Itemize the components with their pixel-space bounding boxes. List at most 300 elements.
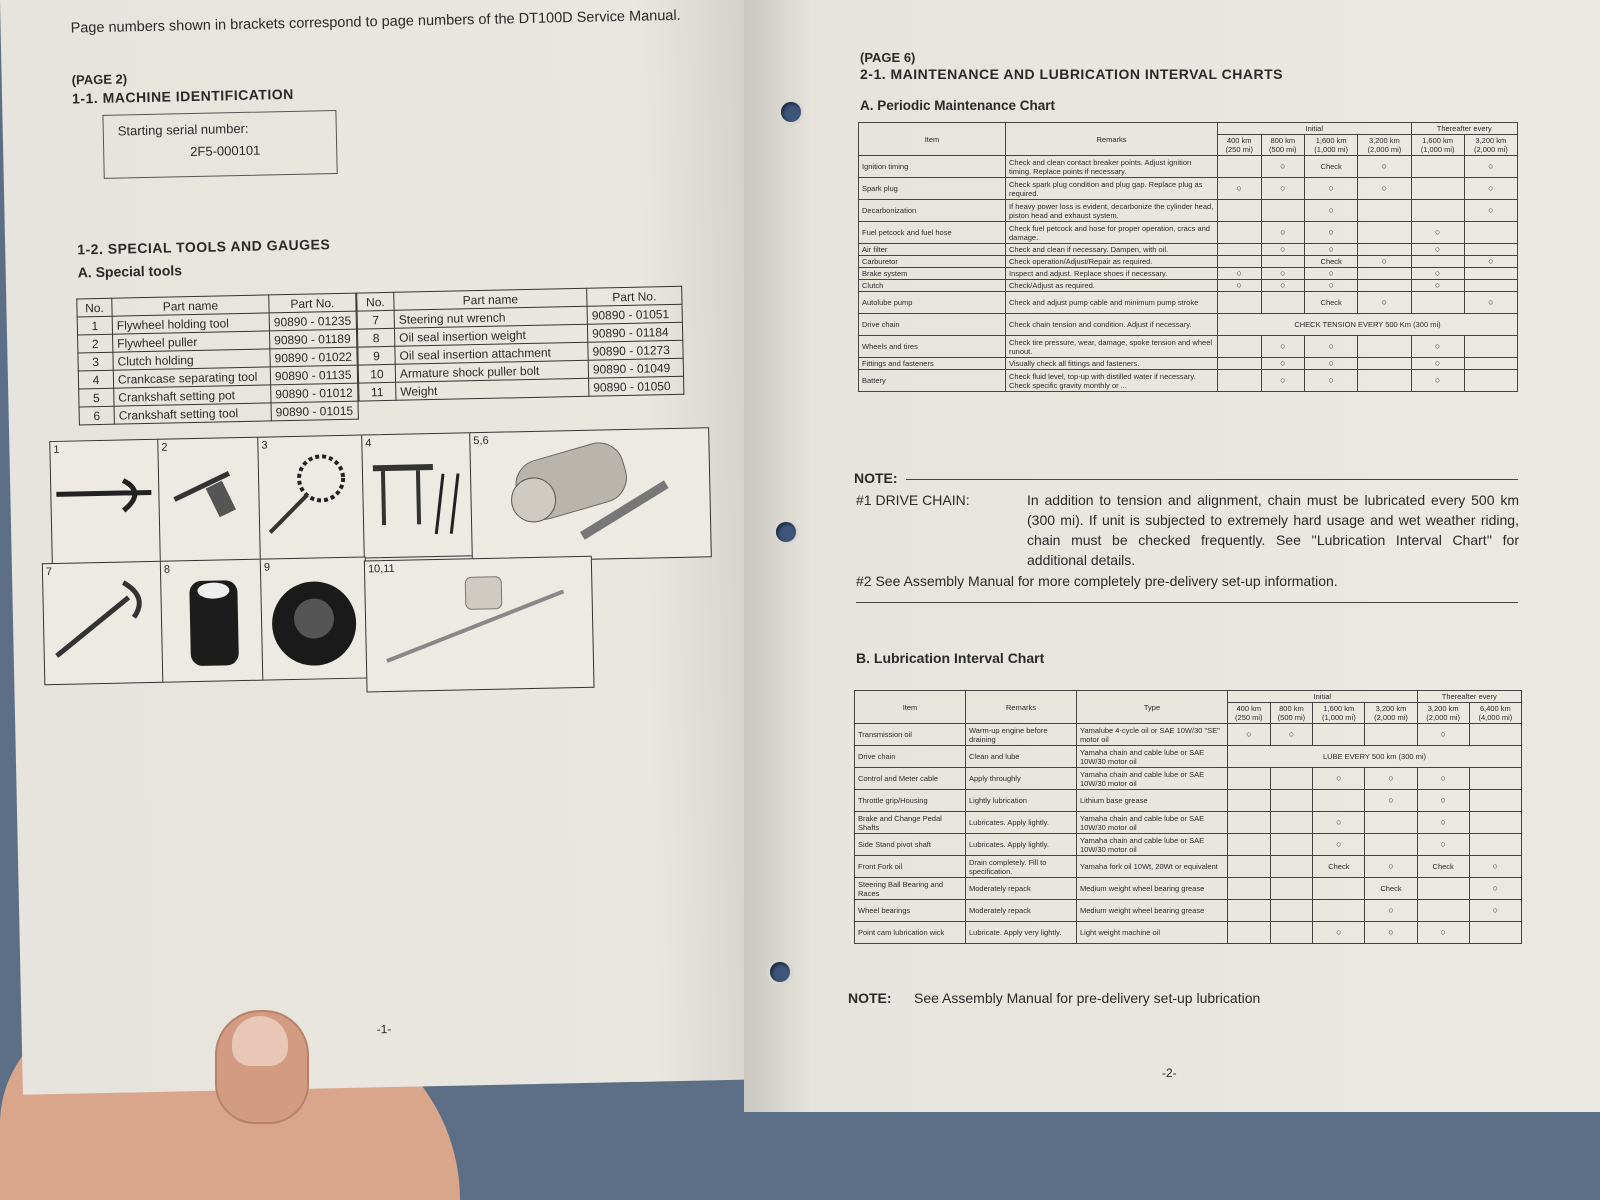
cell: Weight (396, 378, 589, 400)
col-part-name: Part name (394, 288, 587, 310)
item-cell: Brake and Change Pedal Shafts (855, 812, 966, 834)
remarks-cell: Check and adjust pump cable and minimum pump stroke (1006, 292, 1218, 314)
mark-cell: ○ (1365, 856, 1417, 878)
remarks-cell: If heavy power loss is evident, decarbonize the cylinder head, piston head and exhaust system. (1006, 200, 1218, 222)
mark-cell (1261, 256, 1305, 268)
mark-cell: ○ (1313, 834, 1365, 856)
tool-photo-2 (157, 437, 262, 563)
type-cell: Light weight machine oil (1077, 922, 1228, 944)
item-cell: Air filter (859, 244, 1006, 256)
mark-cell (1365, 834, 1417, 856)
interval-header: 3,200 km (2,000 mi) (1358, 135, 1411, 156)
remarks-cell: Moderately repack (966, 900, 1077, 922)
mark-cell: ○ (1261, 268, 1305, 280)
mark-cell (1261, 200, 1305, 222)
type-cell: Yamaha fork oil 10Wt, 20Wt or equivalent (1077, 856, 1228, 878)
remarks-cell: Check spark plug condition and plug gap. Replace plug as required. (1006, 178, 1218, 200)
mark-cell: Check (1417, 856, 1469, 878)
page-ref-6: (PAGE 6) (860, 50, 916, 65)
remarks-cell: Moderately repack (966, 878, 1077, 900)
mark-cell (1358, 336, 1411, 358)
item-cell: Fittings and fasteners (859, 358, 1006, 370)
flywheel-puller-icon (158, 438, 261, 562)
table-row (855, 768, 1522, 790)
interval-header: 6,400 km (4,000 mi) (1469, 703, 1521, 724)
mark-cell: ○ (1411, 370, 1464, 392)
table-row (859, 178, 1518, 200)
mark-cell (1464, 336, 1517, 358)
mark-cell: ○ (1261, 358, 1305, 370)
type-cell: Yamalube 4-cycle oil or SAE 10W/30 "SE" motor oil (1077, 724, 1228, 746)
mark-cell (1469, 834, 1521, 856)
table-row (859, 244, 1518, 256)
remarks-cell: Check and clean contact breaker points. Adjust ignition timing. Replace points if necessary. (1006, 156, 1218, 178)
mark-cell: Check (1313, 856, 1365, 878)
right-page (744, 0, 1600, 1112)
remarks-cell: Check tire pressure, wear, damage, spoke tension and wheel runout. (1006, 336, 1218, 358)
left-page (0, 0, 771, 1095)
tools-table-left (76, 293, 359, 426)
note1-label: #1 DRIVE CHAIN: (856, 492, 970, 508)
mark-cell (1417, 900, 1469, 922)
charts-heading: 2-1. MAINTENANCE AND LUBRICATION INTERVAL CHARTS (860, 66, 1284, 82)
mark-cell (1358, 280, 1411, 292)
mark-cell: ○ (1464, 156, 1517, 178)
remarks-cell: Check operation/Adjust/Repair as required. (1006, 256, 1218, 268)
interval-header: 1,600 km (1,000 mi) (1313, 703, 1365, 724)
mark-cell (1270, 922, 1313, 944)
mark-cell: ○ (1305, 280, 1358, 292)
item-cell: Wheels and tires (859, 336, 1006, 358)
mark-cell (1270, 856, 1313, 878)
table-row (859, 222, 1518, 244)
page-number-right: -2- (1162, 1066, 1177, 1080)
cell: 4 (78, 370, 113, 389)
type-cell: Lithium base grease (1077, 790, 1228, 812)
mark-cell (1464, 268, 1517, 280)
mark-cell (1358, 200, 1411, 222)
binding-hole (776, 522, 796, 542)
col-part-no: Part No. (587, 286, 682, 306)
interval-header: 800 km (500 mi) (1270, 703, 1313, 724)
mark-cell: ○ (1417, 812, 1469, 834)
oil-seal-insertion-attachment-icon (261, 557, 367, 679)
remarks-cell: Warm-up engine before draining (966, 724, 1077, 746)
photo-label: 2 (161, 441, 168, 454)
mark-cell: ○ (1228, 724, 1271, 746)
item-cell: Ignition timing (859, 156, 1006, 178)
mark-cell: ○ (1417, 790, 1469, 812)
cell: 5 (79, 388, 114, 407)
cell: 90890 - 01235 (269, 311, 356, 331)
item-cell: Side Stand pivot shaft (855, 834, 966, 856)
remarks-cell: Visually check all fittings and fasteners. (1006, 358, 1218, 370)
periodic-maintenance-table (858, 122, 1518, 392)
col-initial: Initial (1228, 691, 1418, 703)
mark-cell (1270, 790, 1313, 812)
interval-header: 800 km (500 mi) (1261, 135, 1305, 156)
mark-cell (1464, 222, 1517, 244)
col-part-no: Part No. (269, 293, 356, 313)
mark-cell (1464, 358, 1517, 370)
cell: 90890 - 01012 (271, 383, 358, 403)
cell: 9 (358, 346, 395, 365)
mark-cell (1313, 878, 1365, 900)
item-cell: Front Fork oil (855, 856, 966, 878)
mark-cell: ○ (1305, 200, 1358, 222)
periodic-heading: A. Periodic Maintenance Chart (860, 98, 1056, 113)
mark-cell (1464, 370, 1517, 392)
mark-cell: ○ (1305, 222, 1358, 244)
clutch-holding-icon (258, 436, 365, 560)
item-cell: Autolube pump (859, 292, 1006, 314)
table-row (859, 156, 1518, 178)
item-cell: Drive chain (855, 746, 966, 768)
mark-cell (1228, 922, 1271, 944)
mark-cell: ○ (1464, 256, 1517, 268)
table-row (859, 292, 1518, 314)
item-cell: Fuel petcock and fuel hose (859, 222, 1006, 244)
mark-cell: ○ (1358, 292, 1411, 314)
mark-cell (1464, 280, 1517, 292)
mark-cell: ○ (1411, 336, 1464, 358)
mark-cell: ○ (1305, 370, 1358, 392)
mark-cell (1218, 200, 1262, 222)
mark-cell: ○ (1417, 834, 1469, 856)
table-row (855, 812, 1522, 834)
steering-nut-wrench-icon (43, 562, 163, 684)
mark-cell: ○ (1305, 336, 1358, 358)
oil-seal-insertion-weight-icon (161, 560, 263, 682)
item-cell: Clutch (859, 280, 1006, 292)
type-cell: Yamaha chain and cable lube or SAE 10W/30 motor oil (1077, 746, 1228, 768)
mark-cell: ○ (1261, 280, 1305, 292)
cell: 7 (357, 310, 394, 329)
mark-cell: ○ (1464, 178, 1517, 200)
mark-cell: ○ (1417, 724, 1469, 746)
table-row (859, 256, 1518, 268)
cell: Oil seal insertion attachment (395, 342, 588, 364)
photo-label: 1 (53, 443, 60, 456)
crankshaft-setting-tools-icon (470, 428, 711, 561)
photo-label: 8 (163, 563, 171, 576)
mark-cell (1313, 900, 1365, 922)
span-cell: CHECK TENSION EVERY 500 Km (300 mi) (1218, 314, 1518, 336)
remarks-cell: Check chain tension and condition. Adjust if necessary. (1006, 314, 1218, 336)
mark-cell: ○ (1411, 222, 1464, 244)
item-cell: Steering Ball Bearing and Races (855, 878, 966, 900)
table-row (855, 724, 1522, 746)
mark-cell (1313, 724, 1365, 746)
note-bottom-text: See Assembly Manual for pre-delivery set-up lubrication (914, 990, 1261, 1006)
mark-cell (1365, 724, 1417, 746)
mark-cell (1228, 768, 1271, 790)
cell: Crankcase separating tool (113, 367, 270, 388)
mark-cell: ○ (1464, 200, 1517, 222)
mark-cell (1469, 768, 1521, 790)
cell: 2 (78, 334, 113, 353)
mark-cell: ○ (1365, 768, 1417, 790)
mark-cell: ○ (1305, 358, 1358, 370)
item-cell: Wheel bearings (855, 900, 966, 922)
type-cell: Yamaha chain and cable lube or SAE 10W/30 motor oil (1077, 834, 1228, 856)
photo-label: 10,11 (367, 562, 395, 576)
table-row (859, 336, 1518, 358)
remarks-cell: Inspect and adjust. Replace shoes if necessary. (1006, 268, 1218, 280)
serial-box (102, 110, 337, 179)
mark-cell (1411, 256, 1464, 268)
mark-cell (1411, 156, 1464, 178)
col-remarks: Remarks (1006, 123, 1218, 156)
cell: 90890 - 01015 (271, 401, 358, 421)
item-cell: Transmission oil (855, 724, 966, 746)
mark-cell: ○ (1411, 268, 1464, 280)
cell: Steering nut wrench (394, 306, 587, 328)
remarks-cell: Check/Adjust as required. (1006, 280, 1218, 292)
cell: Flywheel holding tool (112, 313, 269, 334)
mark-cell (1218, 336, 1262, 358)
tool-photo-8 (160, 559, 265, 683)
mark-cell (1270, 900, 1313, 922)
item-cell: Carburetor (859, 256, 1006, 268)
remarks-cell: Lubricates. Apply lightly. (966, 812, 1077, 834)
tools-subheading: A. Special tools (77, 262, 183, 281)
mark-cell (1358, 244, 1411, 256)
remarks-cell: Apply throughly (966, 768, 1077, 790)
mark-cell (1218, 256, 1262, 268)
type-cell: Medium weight wheel bearing grease (1077, 900, 1228, 922)
note2-text: #2 See Assembly Manual for more completely pre-delivery set-up information. (856, 573, 1338, 589)
table-row (855, 900, 1522, 922)
mark-cell (1411, 200, 1464, 222)
mark-cell (1218, 358, 1262, 370)
type-cell: Yamaha chain and cable lube or SAE 10W/30 motor oil (1077, 812, 1228, 834)
mark-cell (1469, 790, 1521, 812)
mark-cell: ○ (1358, 178, 1411, 200)
remarks-cell: Clean and lube (966, 746, 1077, 768)
table-row (859, 200, 1518, 222)
cell: 10 (358, 364, 395, 383)
note-rule (906, 479, 1518, 480)
table-row (859, 280, 1518, 292)
col-part-name: Part name (112, 295, 269, 316)
serial-label: Starting serial number: (117, 120, 249, 139)
tools-table-right (356, 286, 684, 402)
tools-heading: 1-2. SPECIAL TOOLS AND GAUGES (77, 236, 331, 258)
photo-label: 9 (263, 561, 271, 574)
table-row (855, 856, 1522, 878)
mark-cell: ○ (1358, 256, 1411, 268)
mark-cell: ○ (1270, 724, 1313, 746)
interval-header: 400 km (250 mi) (1218, 135, 1262, 156)
item-cell: Brake system (859, 268, 1006, 280)
mark-cell: ○ (1218, 178, 1262, 200)
cell: 90890 - 01273 (588, 340, 683, 360)
interval-header: 1,600 km (1,000 mi) (1305, 135, 1358, 156)
crankcase-separating-tool-icon (362, 433, 473, 557)
table-row (855, 878, 1522, 900)
cell: 90890 - 01189 (269, 329, 356, 349)
mark-cell: ○ (1469, 856, 1521, 878)
col-initial: Initial (1218, 123, 1412, 135)
mark-cell: ○ (1469, 878, 1521, 900)
mark-cell (1358, 358, 1411, 370)
cell: 90890 - 01051 (587, 304, 682, 324)
interval-header: 3,200 km (2,000 mi) (1464, 135, 1517, 156)
mark-cell (1313, 790, 1365, 812)
tool-photo-9 (260, 556, 369, 680)
serial-value: 2F5-000101 (190, 142, 261, 160)
mark-cell (1218, 244, 1262, 256)
mark-cell (1228, 878, 1271, 900)
mark-cell: ○ (1417, 922, 1469, 944)
mark-cell: ○ (1469, 900, 1521, 922)
item-cell: Control and Meter cable (855, 768, 966, 790)
cell: 8 (357, 328, 394, 347)
mark-cell (1270, 768, 1313, 790)
item-cell: Battery (859, 370, 1006, 392)
mark-cell (1417, 878, 1469, 900)
col-thereafter: Thereafter every (1411, 123, 1518, 135)
remarks-cell: Check fuel petcock and hose for proper operation, cracs and damage. (1006, 222, 1218, 244)
note-bottom-label: NOTE: (848, 990, 892, 1006)
cell: Clutch holding (113, 349, 270, 370)
cell: 90890 - 01050 (589, 376, 684, 396)
cell: 90890 - 01135 (270, 365, 357, 385)
note1-text: In addition to tension and alignment, chain must be lubricated every 500 km (300 mi). If unit is subjected to extremely hard usage and wet weather riding, chain must be checked frequently. See ''Lubrication Interval Chart'' for additional details. (1027, 492, 1519, 568)
note-heading: NOTE: (854, 470, 898, 486)
cell: 6 (79, 406, 114, 425)
mark-cell: Check (1305, 156, 1358, 178)
cell: 1 (77, 316, 112, 335)
table-row (859, 370, 1518, 392)
note-rule-bottom (856, 602, 1518, 603)
table-row (855, 790, 1522, 812)
type-cell: Medium weight wheel bearing grease (1077, 878, 1228, 900)
mark-cell: ○ (1313, 922, 1365, 944)
mark-cell: ○ (1358, 156, 1411, 178)
page-number-left: -1- (376, 1022, 392, 1037)
item-cell: Throttle grip/Housing (855, 790, 966, 812)
remarks-cell: Check fluid level, top-up with distilled water if necessary. Check specific gravity monthly or ... (1006, 370, 1218, 392)
col-item: Item (855, 691, 966, 724)
mark-cell: ○ (1365, 922, 1417, 944)
mark-cell: Check (1305, 292, 1358, 314)
mark-cell: ○ (1365, 790, 1417, 812)
flywheel-holding-tool-icon (50, 440, 161, 564)
interval-header: 3,200 km (2,000 mi) (1365, 703, 1417, 724)
mark-cell (1228, 900, 1271, 922)
armature-puller-and-weight-icon (365, 557, 594, 692)
remarks-cell: Lightly lubrication (966, 790, 1077, 812)
mark-cell (1270, 834, 1313, 856)
cell: Crankshaft setting tool (114, 403, 271, 424)
mark-cell: ○ (1218, 280, 1262, 292)
mark-cell: ○ (1305, 178, 1358, 200)
mark-cell (1411, 292, 1464, 314)
cell: Armature shock puller bolt (395, 360, 588, 382)
col-no: No. (77, 298, 112, 317)
mark-cell: ○ (1365, 900, 1417, 922)
mark-cell: ○ (1305, 268, 1358, 280)
cell: Flywheel puller (113, 331, 270, 352)
mark-cell: ○ (1305, 244, 1358, 256)
mark-cell: ○ (1411, 280, 1464, 292)
lube-heading: B. Lubrication Interval Chart (856, 650, 1045, 666)
mark-cell: Check (1305, 256, 1358, 268)
mark-cell: ○ (1261, 178, 1305, 200)
type-cell: Yamaha chain and cable lube or SAE 10W/30 motor oil (1077, 768, 1228, 790)
col-type: Type (1077, 691, 1228, 724)
mark-cell: ○ (1411, 244, 1464, 256)
span-cell: LUBE EVERY 500 km (300 mi) (1228, 746, 1522, 768)
mark-cell (1218, 370, 1262, 392)
item-cell: Decarbonization (859, 200, 1006, 222)
remarks-cell: Drain completely. Fill to specification. (966, 856, 1077, 878)
photo-label: 4 (365, 437, 372, 450)
mark-cell: ○ (1417, 768, 1469, 790)
cell: 90890 - 01022 (270, 347, 357, 367)
cell: 90890 - 01184 (587, 322, 682, 342)
table-row (859, 268, 1518, 280)
mark-cell: Check (1365, 878, 1417, 900)
item-cell: Drive chain (859, 314, 1006, 336)
photo-label: 7 (45, 566, 53, 579)
binding-hole (781, 102, 801, 122)
thumbnail (232, 1016, 288, 1066)
interval-header: 3,200 km (2,000 mi) (1417, 703, 1469, 724)
mark-cell (1218, 156, 1262, 178)
col-no: No. (357, 292, 394, 311)
remarks-cell: Lubricate. Apply very lightly. (966, 922, 1077, 944)
cell: Oil seal insertion weight (394, 324, 587, 346)
mark-cell (1464, 244, 1517, 256)
mark-cell: ○ (1313, 768, 1365, 790)
mark-cell: ○ (1261, 370, 1305, 392)
mark-cell (1411, 178, 1464, 200)
mark-cell (1228, 790, 1271, 812)
cell: Crankshaft setting pot (114, 385, 271, 406)
table-row (859, 314, 1518, 336)
remarks-cell: Lubricates. Apply lightly. (966, 834, 1077, 856)
mark-cell (1469, 812, 1521, 834)
mark-cell (1358, 268, 1411, 280)
item-cell: Spark plug (859, 178, 1006, 200)
mark-cell: ○ (1464, 292, 1517, 314)
remarks-cell: Check and clean if necessary. Dampen, with oil. (1006, 244, 1218, 256)
col-remarks: Remarks (966, 691, 1077, 724)
mark-cell: ○ (1261, 244, 1305, 256)
mark-cell: ○ (1313, 812, 1365, 834)
mark-cell (1358, 222, 1411, 244)
tool-photo-3 (257, 434, 366, 560)
mark-cell (1469, 922, 1521, 944)
cell: 90890 - 01049 (588, 358, 683, 378)
binding-hole (770, 962, 790, 982)
tool-photo-5-6 (469, 427, 712, 562)
mark-cell (1218, 292, 1262, 314)
page-ref-2: (PAGE 2) (71, 71, 128, 88)
mark-cell (1218, 222, 1262, 244)
mark-cell (1228, 812, 1271, 834)
interval-header: 400 km (250 mi) (1228, 703, 1271, 724)
mark-cell: ○ (1411, 358, 1464, 370)
table-row (855, 746, 1522, 768)
table-row (855, 922, 1522, 944)
mark-cell (1358, 370, 1411, 392)
mark-cell: ○ (1261, 336, 1305, 358)
mark-cell: ○ (1218, 268, 1262, 280)
